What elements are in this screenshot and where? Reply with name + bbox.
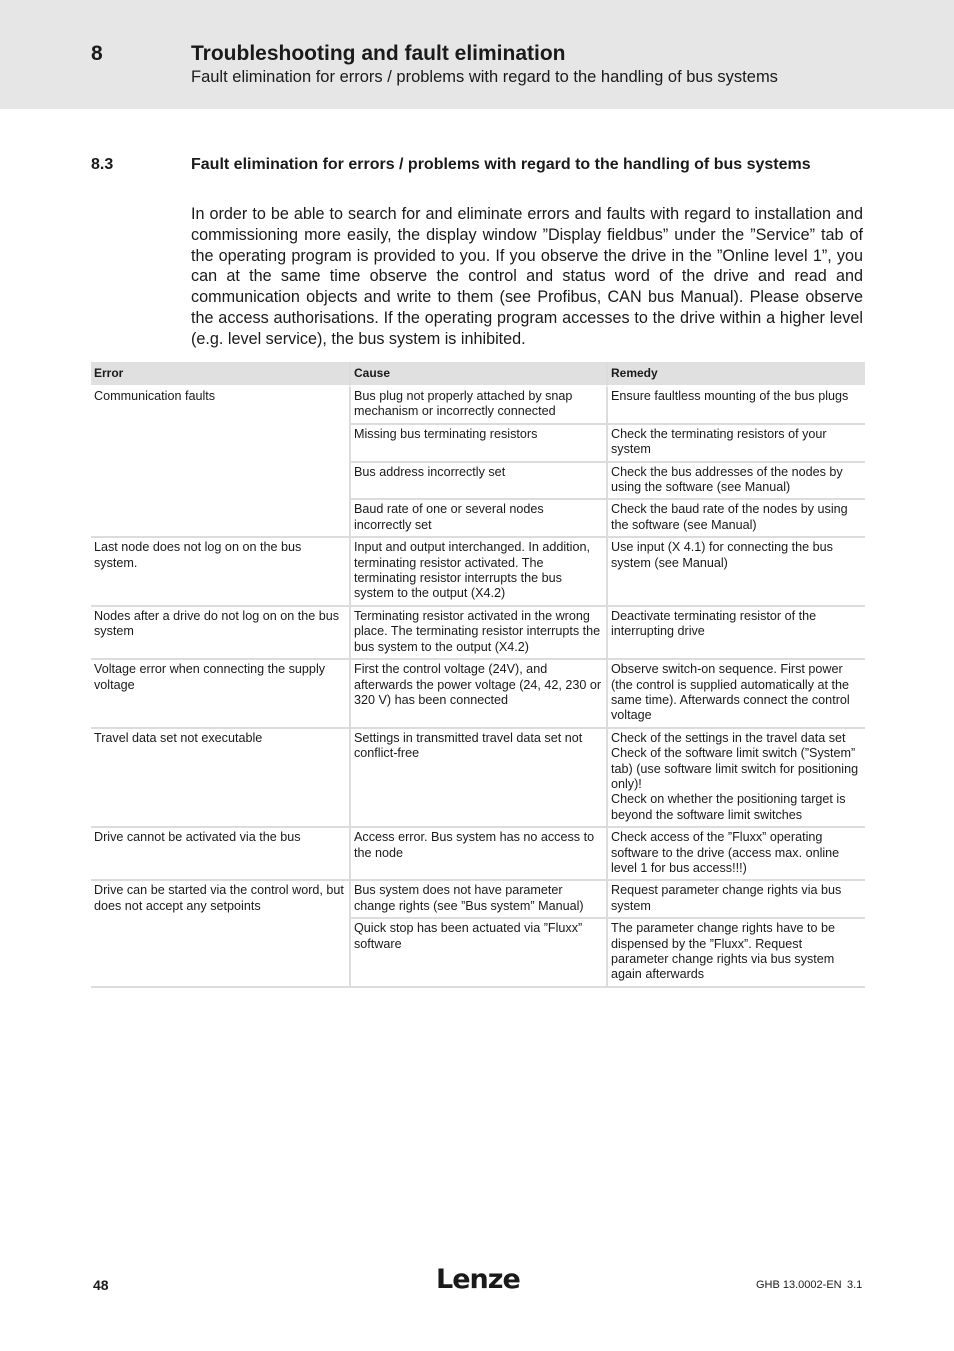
table-body (91, 387, 865, 988)
remedy-cell: Ensure faultless mounting of the bus plugs (606, 387, 865, 425)
section-title: Fault elimination for errors / problems with regard to the handling of bus systems (191, 156, 811, 173)
remedy-cell: Observe switch-on sequence. First power (the control is supplied automatically at the same time). Afterwards connect the control voltage (606, 660, 865, 729)
section-number: 8.3 (91, 156, 114, 173)
cause-cell: Settings in transmitted travel data set not conflict-free (349, 729, 606, 828)
chapter-title: Troubleshooting and fault elimination (191, 42, 566, 65)
cause-cell: Quick stop has been actuated via ”Fluxx” software (349, 919, 606, 988)
remedy-cell: Deactivate terminating resistor of the interrupting drive (606, 607, 865, 660)
table-row (91, 881, 865, 919)
cause-cell: Baud rate of one or several nodes incorrectly set (349, 500, 606, 538)
header-error: Error (91, 362, 349, 387)
error-cell: Last node does not log on on the bus system. (91, 538, 349, 607)
table-row (91, 538, 865, 607)
table-row (91, 660, 865, 729)
remedy-cell: Check access of the ”Fluxx” operating software to the drive (access max. online level 1 for bus access!!!) (606, 828, 865, 881)
cause-cell: First the control voltage (24V), and afterwards the power voltage (24, 42, 230 or 320 V) has been connected (349, 660, 606, 729)
table-row (91, 607, 865, 660)
table-row (91, 828, 865, 881)
remedy-cell: Request parameter change rights via bus system (606, 881, 865, 919)
chapter-number: 8 (91, 42, 103, 65)
error-cell: Communication faults (91, 387, 349, 538)
cause-cell: Bus address incorrectly set (349, 463, 606, 501)
header-cause: Cause (349, 362, 606, 387)
table-header-row (91, 362, 865, 387)
error-cell: Voltage error when connecting the supply voltage (91, 660, 349, 729)
table-row (91, 387, 865, 425)
remedy-cell: Check the terminating resistors of your system (606, 425, 865, 463)
cause-cell: Terminating resistor activated in the wrong place. The terminating resistor interrupts the bus system to the output (X4.2) (349, 607, 606, 660)
remedy-cell: Check the baud rate of the nodes by using the software (see Manual) (606, 500, 865, 538)
error-cell: Nodes after a drive do not log on on the bus system (91, 607, 349, 660)
remedy-cell: Check the bus addresses of the nodes by using the software (see Manual) (606, 463, 865, 501)
cause-cell: Missing bus terminating resistors (349, 425, 606, 463)
document-id: GHB 13.0002-EN (756, 1279, 842, 1291)
chapter-subtitle: Fault elimination for errors / problems with regard to the handling of bus systems (191, 68, 778, 86)
header-remedy: Remedy (606, 362, 865, 387)
document-version: 3.1 (847, 1279, 863, 1291)
remedy-cell: Check of the settings in the travel data set Check of the software limit switch (”System” tab) (use software limit switch for positioning only)! Check on whether the positioning target is beyond the software limit switches (606, 729, 865, 828)
intro-paragraph: In order to be able to search for and eliminate errors and faults with regard to installation and commissioning more easily, the display window ”Display fieldbus” under the ”Service” tab of the operating program is provided to you. If you observe the drive in the ”Online level 1”, you can at the same time observe the control and status word of the drive and read and communication objects and write to them (see Profibus, CAN bus Manual). Please observe the access authorisations. If the operating program accesses to the drive within a higher level (e.g. level service), the bus system is inhibited. (191, 205, 863, 348)
cause-cell: Access error. Bus system has no access to the node (349, 828, 606, 881)
error-cell: Travel data set not executable (91, 729, 349, 828)
page-number: 48 (93, 1277, 109, 1293)
error-cell: Drive can be started via the control word, but does not accept any setpoints (91, 881, 349, 987)
lenze-logo: Lenze (436, 1264, 520, 1295)
error-cell: Drive cannot be activated via the bus (91, 828, 349, 881)
remedy-cell: Use input (X 4.1) for connecting the bus system (see Manual) (606, 538, 865, 607)
remedy-cell: The parameter change rights have to be dispensed by the ”Fluxx”. Request parameter change rights via bus system again afterwards (606, 919, 865, 988)
table-row (91, 729, 865, 828)
fault-table (91, 362, 865, 988)
cause-cell: Input and output interchanged. In addition, terminating resistor activated. The terminating resistor interrupts the bus system to the output (X4.2) (349, 538, 606, 607)
cause-cell: Bus system does not have parameter change rights (see ”Bus system” Manual) (349, 881, 606, 919)
cause-cell: Bus plug not properly attached by snap mechanism or incorrectly connected (349, 387, 606, 425)
